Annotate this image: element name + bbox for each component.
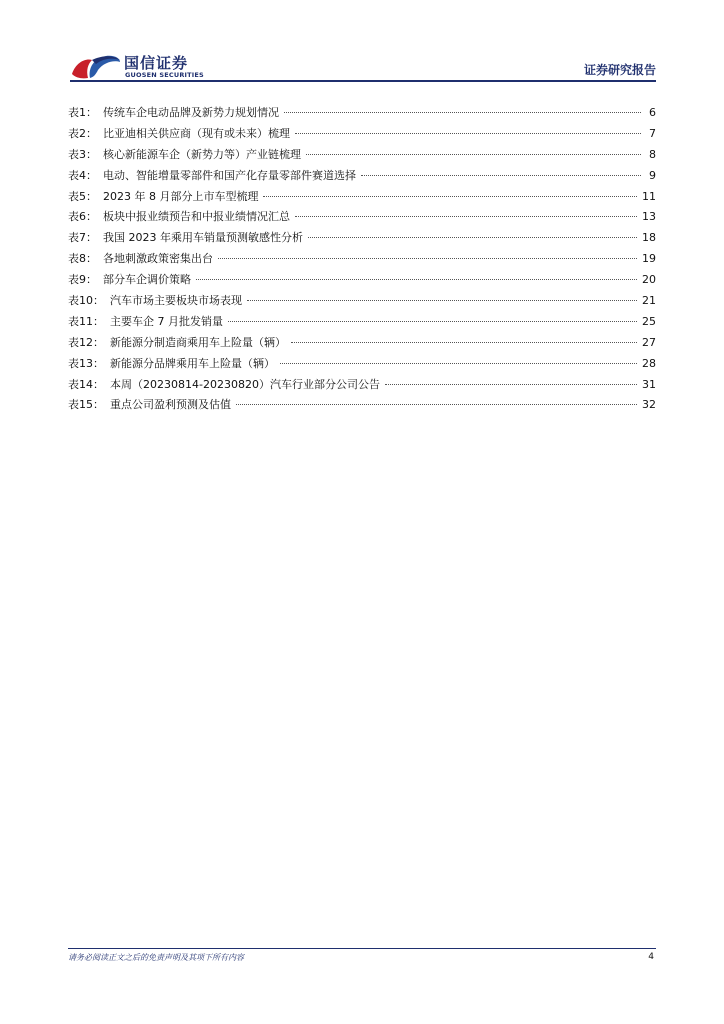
toc-entry[interactable]: [68, 270, 656, 291]
toc-dot-leader: [247, 300, 637, 301]
toc-dot-leader: [263, 196, 637, 197]
footer-disclaimer: 请务必阅读正文之后的免责声明及其项下所有内容: [68, 953, 244, 962]
toc-entry-label: 表8：: [68, 252, 97, 266]
toc-dot-leader: [308, 237, 637, 238]
toc-entry-label: 表7：: [68, 231, 97, 245]
toc-entry-page: 19: [642, 252, 656, 266]
footer-divider: [68, 948, 656, 949]
toc-entry-page: 11: [642, 189, 656, 203]
toc-entry-title: 新能源分品牌乘用车上险量（辆）: [110, 356, 275, 370]
toc-entry[interactable]: [68, 333, 656, 354]
toc-entry-page: 9: [649, 168, 656, 182]
toc-entry[interactable]: [68, 291, 656, 312]
toc-entry[interactable]: [68, 249, 656, 270]
toc-dot-leader: [284, 112, 641, 113]
toc-dot-leader: [295, 133, 641, 134]
toc-entry-label: 表9：: [68, 273, 97, 287]
page-number: 4: [648, 952, 654, 962]
toc-entry-title: 重点公司盈利预测及估值: [110, 398, 231, 412]
toc-entry-title: 主要车企 7 月批发销量: [110, 314, 223, 328]
logo-chinese-name: 国信证券: [124, 54, 189, 72]
toc-entry-label: 表11：: [68, 314, 104, 328]
toc-entry-page: 13: [642, 210, 656, 224]
toc-dot-leader: [385, 384, 637, 385]
report-type-label: 证券研究报告: [583, 63, 656, 77]
toc-entry[interactable]: [68, 145, 656, 166]
toc-entry-title: 比亚迪相关供应商（现有或未来）梳理: [103, 126, 290, 140]
toc-entry-title: 我国 2023 年乘用车销量预测敏感性分析: [103, 231, 303, 245]
toc-entry-label: 表6：: [68, 210, 97, 224]
toc-dot-leader: [280, 363, 637, 364]
toc-entry-title: 2023 年 8 月部分上市车型梳理: [103, 189, 259, 203]
toc-entry-title: 传统车企电动品牌及新势力规划情况: [103, 106, 279, 119]
toc-entry[interactable]: [68, 124, 656, 145]
toc-entry-title: 新能源分制造商乘用车上险量（辆）: [110, 335, 286, 349]
toc-entry-page: 7: [649, 126, 656, 140]
toc-entry-title: 电动、智能增量零部件和国产化存量零部件赛道选择: [103, 168, 356, 182]
guosen-logo-icon: [70, 52, 122, 82]
toc-entry[interactable]: [68, 207, 656, 228]
toc-entry-label: 表5：: [68, 189, 97, 203]
toc-entry[interactable]: [68, 228, 656, 249]
toc-entry[interactable]: [68, 395, 656, 416]
logo-english-name: GUOSEN SECURITIES: [125, 71, 204, 79]
toc-entry-title: 板块中报业绩预告和中报业绩情况汇总: [103, 210, 290, 224]
toc-dot-leader: [196, 279, 637, 280]
toc-entry-page: 18: [642, 231, 656, 245]
toc-entry-page: 32: [642, 398, 656, 412]
toc-entry-label: 表4：: [68, 168, 97, 182]
toc-entry[interactable]: [68, 354, 656, 375]
toc-entry-title: 核心新能源车企（新势力等）产业链梳理: [103, 147, 301, 161]
toc-dot-leader: [218, 258, 637, 259]
toc-entry-page: 8: [649, 147, 656, 161]
toc-entry[interactable]: [68, 312, 656, 333]
toc-entry-label: 表3：: [68, 147, 97, 161]
toc-entry-page: 21: [642, 294, 656, 308]
toc-dot-leader: [295, 216, 637, 217]
toc-entry-title: 本周（20230814-20230820）汽车行业部分公司公告: [110, 377, 380, 391]
toc-dot-leader: [291, 342, 637, 343]
toc-entry-page: 31: [642, 377, 656, 391]
toc-entry[interactable]: [68, 166, 656, 187]
toc-entry-label: 表2：: [68, 126, 97, 140]
toc-entry-title: 部分车企调价策略: [103, 273, 191, 287]
toc-entry-label: 表12：: [68, 335, 104, 349]
table-of-tables: [68, 103, 656, 416]
toc-entry[interactable]: [68, 187, 656, 208]
toc-entry-title: 各地刺激政策密集出台: [103, 252, 213, 266]
toc-entry-page: 20: [642, 273, 656, 287]
toc-entry-page: 6: [649, 106, 656, 119]
toc-entry-page: 28: [642, 356, 656, 370]
toc-entry-title: 汽车市场主要板块市场表现: [110, 294, 242, 308]
toc-dot-leader: [306, 154, 641, 155]
toc-entry-label: 表15：: [68, 398, 104, 412]
toc-entry-label: 表14：: [68, 377, 104, 391]
toc-dot-leader: [228, 321, 637, 322]
toc-dot-leader: [236, 404, 637, 405]
toc-entry[interactable]: [68, 103, 656, 124]
toc-entry[interactable]: [68, 375, 656, 396]
toc-dot-leader: [361, 175, 641, 176]
toc-entry-label: 表10：: [68, 294, 104, 308]
header-divider: [70, 80, 656, 82]
toc-entry-label: 表1：: [68, 106, 97, 119]
toc-entry-page: 27: [642, 335, 656, 349]
toc-entry-label: 表13：: [68, 356, 104, 370]
toc-entry-page: 25: [642, 314, 656, 328]
